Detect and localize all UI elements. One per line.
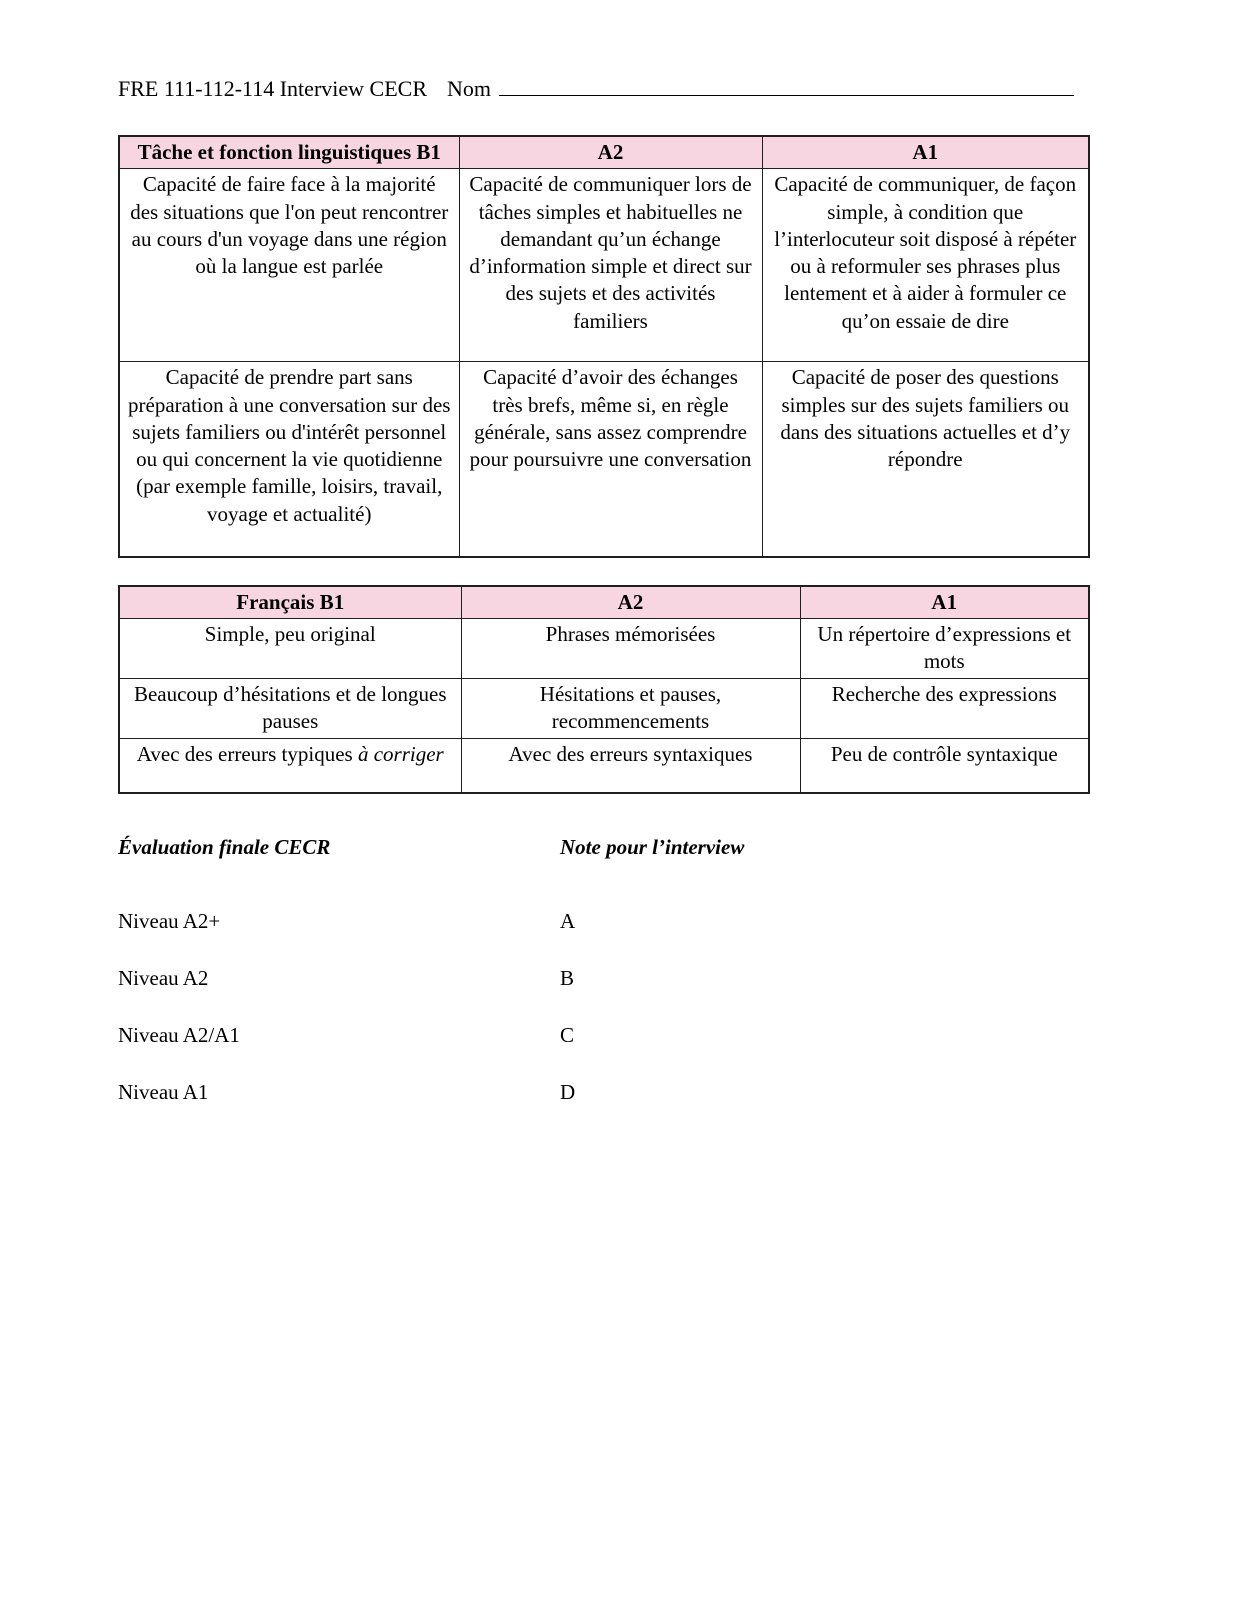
french-quality-table bbox=[118, 585, 1090, 794]
page-title: FRE 111-112-114 Interview CECR bbox=[118, 76, 427, 101]
document-header bbox=[118, 72, 1088, 102]
table-cell: Capacité de communiquer lors de tâches simples et habituelles ne demandant qu’un échange d’information simple et direct sur des sujets et des activités familiers bbox=[459, 169, 762, 362]
level-label: Niveau A2/A1 bbox=[118, 1023, 240, 1048]
french-table-header-b1: Français B1 bbox=[119, 586, 461, 619]
document-page bbox=[118, 72, 1088, 1136]
level-row bbox=[118, 908, 1088, 934]
table-cell: Un répertoire d’expressions et mots bbox=[800, 619, 1089, 679]
level-row bbox=[118, 965, 1088, 991]
table-cell: Avec des erreurs syntaxiques bbox=[461, 738, 800, 793]
french-table-header-a1: A1 bbox=[800, 586, 1089, 619]
table-cell: Simple, peu original bbox=[119, 619, 461, 679]
french-table-row-3 bbox=[119, 738, 1089, 793]
note-title: Note pour l’interview bbox=[560, 835, 745, 860]
evaluation-title: Évaluation finale CECR bbox=[118, 835, 331, 860]
task-table-header-b1: Tâche et fonction linguistiques B1 bbox=[119, 136, 459, 169]
table-cell: Beaucoup d’hésitations et de longues pauses bbox=[119, 679, 461, 739]
french-table-row-2 bbox=[119, 679, 1089, 739]
task-function-table bbox=[118, 135, 1090, 558]
table-cell: Recherche des expressions bbox=[800, 679, 1089, 739]
level-row bbox=[118, 1079, 1088, 1105]
task-table-header-a2: A2 bbox=[459, 136, 762, 169]
evaluation-header-row bbox=[118, 834, 1088, 860]
french-table-row-1 bbox=[119, 619, 1089, 679]
evaluation-section bbox=[118, 834, 1088, 1105]
task-table-header-row bbox=[119, 136, 1089, 169]
table-cell: Capacité de faire face à la majorité des situations que l'on peut rencontrer au cours d'un voyage dans une région où la langue est parlée bbox=[119, 169, 459, 362]
grade-label: D bbox=[560, 1080, 576, 1105]
cell-text: Avec des erreurs typiques bbox=[136, 741, 353, 766]
french-table-header-a2: A2 bbox=[461, 586, 800, 619]
name-label: Nom bbox=[447, 76, 491, 101]
table-cell: Capacité de communiquer, de façon simple, à condition que l’interlocuteur soit disposé à répéter ou à reformuler ses phrases plus lentement et à aider à formuler ce qu’on essaie de dire bbox=[762, 169, 1089, 362]
grade-label: B bbox=[560, 966, 575, 991]
task-table-header-a1: A1 bbox=[762, 136, 1089, 169]
level-row bbox=[118, 1022, 1088, 1048]
grade-label: C bbox=[560, 1023, 575, 1048]
table-cell: Hésitations et pauses, recommencements bbox=[461, 679, 800, 739]
level-label: Niveau A2+ bbox=[118, 909, 221, 934]
table-cell: Peu de contrôle syntaxique bbox=[800, 738, 1089, 793]
table-cell: Capacité de prendre part sans préparation à une conversation sur des sujets familiers ou d'intérêt personnel ou qui concernent la vie quotidienne (par exemple famille, loisirs, travail, voyage et actualité) bbox=[119, 362, 459, 557]
name-blank-line bbox=[499, 72, 1074, 96]
level-label: Niveau A2 bbox=[118, 966, 209, 991]
task-table-row-1 bbox=[119, 169, 1089, 362]
grade-label: A bbox=[560, 909, 576, 934]
cell-text-italic: à corriger bbox=[357, 741, 444, 766]
french-table-header-row bbox=[119, 586, 1089, 619]
table-cell: Capacité de poser des questions simples sur des sujets familiers ou dans des situations actuelles et d’y répondre bbox=[762, 362, 1089, 557]
table-cell bbox=[119, 738, 461, 793]
table-cell: Capacité d’avoir des échanges très brefs, même si, en règle générale, sans assez comprendre pour poursuivre une conversation bbox=[459, 362, 762, 557]
level-label: Niveau A1 bbox=[118, 1080, 209, 1105]
task-table-row-2 bbox=[119, 362, 1089, 557]
table-cell: Phrases mémorisées bbox=[461, 619, 800, 679]
